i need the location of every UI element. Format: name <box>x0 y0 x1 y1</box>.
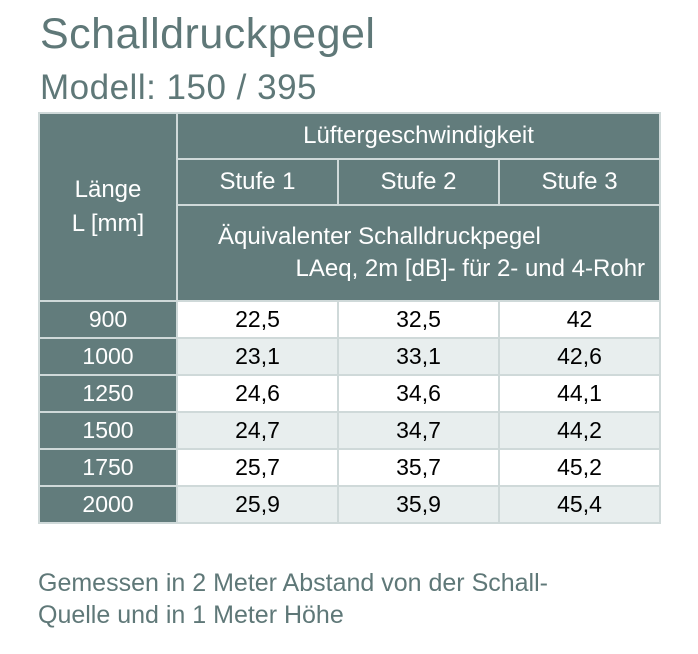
table-row <box>39 375 660 412</box>
value-cell-level-3: 45,4 <box>499 486 660 523</box>
value-cell-level-2: 35,7 <box>338 449 499 486</box>
value-cell-level-1: 22,5 <box>177 301 338 338</box>
value-cell-level-1: 24,7 <box>177 412 338 449</box>
level-3-header: Stufe 3 <box>499 159 660 205</box>
length-header-label: Länge <box>74 176 142 203</box>
level-2-header: Stufe 2 <box>338 159 499 205</box>
length-column-header <box>39 113 177 301</box>
length-cell: 1500 <box>39 412 177 449</box>
table-row <box>39 338 660 375</box>
value-cell-level-1: 25,7 <box>177 449 338 486</box>
length-cell: 1000 <box>39 338 177 375</box>
value-cell-level-3: 44,2 <box>499 412 660 449</box>
value-cell-level-3: 44,1 <box>499 375 660 412</box>
footnote-line-1: Gemessen in 2 Meter Abstand von der Schall- <box>38 569 548 597</box>
value-cell-level-3: 42,6 <box>499 338 660 375</box>
description-line-1: Äquivalenter Schalldruckpegel <box>218 223 541 250</box>
table-row <box>39 449 660 486</box>
level-1-header: Stufe 1 <box>177 159 338 205</box>
value-cell-level-2: 34,7 <box>338 412 499 449</box>
footnote-line-2: Quelle und in 1 Meter Höhe <box>38 601 344 629</box>
value-cell-level-1: 23,1 <box>177 338 338 375</box>
fan-speed-header: Lüftergeschwindigkeit <box>177 113 660 159</box>
value-cell-level-1: 24,6 <box>177 375 338 412</box>
length-cell: 1250 <box>39 375 177 412</box>
table-row <box>39 412 660 449</box>
value-cell-level-2: 35,9 <box>338 486 499 523</box>
table-row <box>39 301 660 338</box>
description-line-2: LAeq, 2m [dB]- für 2- und 4-Rohr <box>295 255 646 282</box>
page-title: Schalldruckpegel <box>40 10 376 58</box>
page-subtitle: Modell: 150 / 395 <box>40 68 318 107</box>
value-cell-level-3: 42 <box>499 301 660 338</box>
length-header-unit: L [mm] <box>71 210 145 237</box>
measurement-description <box>177 205 660 301</box>
value-cell-level-2: 33,1 <box>338 338 499 375</box>
length-cell: 900 <box>39 301 177 338</box>
length-cell: 2000 <box>39 486 177 523</box>
value-cell-level-3: 45,2 <box>499 449 660 486</box>
length-cell: 1750 <box>39 449 177 486</box>
table-row <box>39 486 660 523</box>
sound-pressure-table <box>38 112 661 524</box>
value-cell-level-2: 32,5 <box>338 301 499 338</box>
footnote <box>38 567 678 631</box>
value-cell-level-2: 34,6 <box>338 375 499 412</box>
value-cell-level-1: 25,9 <box>177 486 338 523</box>
